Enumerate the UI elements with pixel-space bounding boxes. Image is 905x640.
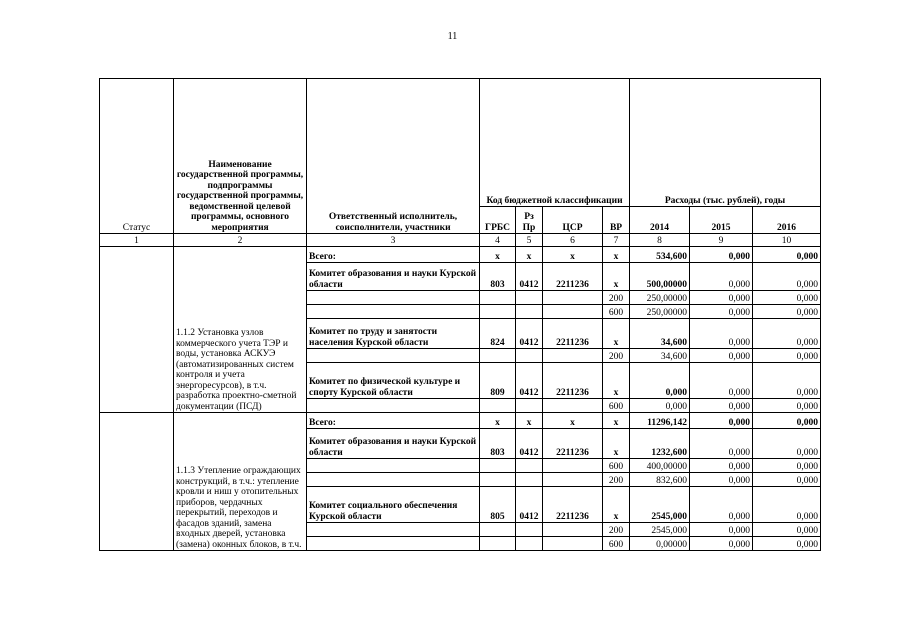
amount-2015-cell: 0,000	[690, 429, 753, 459]
csr-cell: х	[543, 413, 603, 429]
amount-2014-cell: 0,00000	[630, 537, 690, 551]
responsible-cell	[307, 349, 480, 363]
amount-2016-cell: 0,000	[753, 263, 821, 291]
vr-cell: 200	[603, 291, 630, 305]
rzpr-cell	[516, 399, 543, 413]
header-year-2016: 2016	[753, 207, 821, 234]
grbs-cell	[480, 291, 516, 305]
grbs-cell: 803	[480, 263, 516, 291]
amount-2015-cell: 0,000	[690, 363, 753, 399]
column-number: 9	[690, 234, 753, 247]
amount-2014-cell: 534,600	[630, 247, 690, 263]
csr-cell	[543, 523, 603, 537]
amount-2016-cell: 0,000	[753, 429, 821, 459]
responsible-cell	[307, 291, 480, 305]
rzpr-cell	[516, 305, 543, 319]
amount-2014-cell: 34,600	[630, 319, 690, 349]
amount-2015-cell: 0,000	[690, 399, 753, 413]
amount-2015-cell: 0,000	[690, 349, 753, 363]
grbs-cell	[480, 537, 516, 551]
csr-cell	[543, 291, 603, 305]
vr-cell: 600	[603, 537, 630, 551]
status-cell	[100, 247, 174, 413]
page-number: 11	[447, 31, 458, 42]
amount-2015-cell: 0,000	[690, 459, 753, 473]
csr-cell	[543, 305, 603, 319]
amount-2015-cell: 0,000	[690, 305, 753, 319]
amount-2015-cell: 0,000	[690, 319, 753, 349]
amount-2015-cell: 0,000	[690, 291, 753, 305]
activity-name: 1.1.2 Установка узлов коммерческого учета ТЭР и воды, установка АСКУЭ (автоматизированных систем контроля и учета энергоресурсов), в т.ч. разработка проектно-сметной документации (ПСД)	[174, 247, 307, 413]
vr-cell: х	[603, 247, 630, 263]
amount-2016-cell: 0,000	[753, 247, 821, 263]
header-status: Статус	[100, 79, 174, 234]
csr-cell: 2211236	[543, 363, 603, 399]
csr-cell	[543, 473, 603, 487]
amount-2015-cell: 0,000	[690, 537, 753, 551]
rzpr-cell	[516, 459, 543, 473]
grbs-cell: х	[480, 413, 516, 429]
rzpr-cell	[516, 523, 543, 537]
header-vr: ВР	[603, 207, 630, 234]
header-name: Наименование государственной программы, подпрограммы государственной программы, ведомственной целевой программы, основного мероприятия	[174, 79, 307, 234]
budget-table	[99, 78, 821, 551]
grbs-cell	[480, 459, 516, 473]
column-number: 8	[630, 234, 690, 247]
vr-cell: х	[603, 363, 630, 399]
amount-2014-cell: 2545,000	[630, 523, 690, 537]
rzpr-cell	[516, 473, 543, 487]
responsible-cell	[307, 537, 480, 551]
table-row	[100, 413, 821, 429]
csr-cell	[543, 459, 603, 473]
responsible-cell	[307, 473, 480, 487]
rzpr-cell: 0412	[516, 263, 543, 291]
rzpr-cell	[516, 537, 543, 551]
amount-2016-cell: 0,000	[753, 487, 821, 523]
csr-cell: 2211236	[543, 319, 603, 349]
responsible-cell: Комитет образования и науки Курской области	[307, 429, 480, 459]
amount-2014-cell: 2545,000	[630, 487, 690, 523]
vr-cell: х	[603, 319, 630, 349]
vr-cell: 200	[603, 473, 630, 487]
csr-cell: х	[543, 247, 603, 263]
table-row	[100, 247, 821, 263]
amount-2015-cell: 0,000	[690, 487, 753, 523]
amount-2014-cell: 0,000	[630, 399, 690, 413]
amount-2016-cell: 0,000	[753, 291, 821, 305]
amount-2014-cell: 250,00000	[630, 291, 690, 305]
header-responsible: Ответственный исполнитель, соисполнители, участники	[307, 79, 480, 234]
amount-2016-cell: 0,000	[753, 459, 821, 473]
grbs-cell: 803	[480, 429, 516, 459]
responsible-cell: Комитет социального обеспечения Курской области	[307, 487, 480, 523]
header-grbs: ГРБС	[480, 207, 516, 234]
header-budget-code: Код бюджетной классификации	[480, 79, 630, 207]
header-csr: ЦСР	[543, 207, 603, 234]
amount-2014-cell: 832,600	[630, 473, 690, 487]
header-expenses: Расходы (тыс. рублей), годы	[630, 79, 821, 207]
grbs-cell: 805	[480, 487, 516, 523]
column-number: 2	[174, 234, 307, 247]
vr-cell: х	[603, 263, 630, 291]
vr-cell: 600	[603, 459, 630, 473]
amount-2014-cell: 11296,142	[630, 413, 690, 429]
activity-name: 1.1.3 Утепление ограждающих конструкций, в т.ч.: утепление кровли и ниш у отопительных приборов, чердачных перекрытий, переходов и фасадов зданий, замена входных дверей, установка (замена) оконных блоков, в т.ч.	[174, 413, 307, 551]
amount-2014-cell: 1232,600	[630, 429, 690, 459]
responsible-cell: Комитет по труду и занятости населения Курской области	[307, 319, 480, 349]
rzpr-cell	[516, 349, 543, 363]
vr-cell: х	[603, 429, 630, 459]
amount-2015-cell: 0,000	[690, 473, 753, 487]
amount-2015-cell: 0,000	[690, 413, 753, 429]
column-number: 4	[480, 234, 516, 247]
rzpr-cell: 0412	[516, 429, 543, 459]
column-number: 7	[603, 234, 630, 247]
vr-cell: 600	[603, 399, 630, 413]
csr-cell: 2211236	[543, 429, 603, 459]
column-number: 6	[543, 234, 603, 247]
vr-cell: 600	[603, 305, 630, 319]
vr-cell: 200	[603, 349, 630, 363]
csr-cell	[543, 349, 603, 363]
grbs-cell	[480, 349, 516, 363]
amount-2016-cell: 0,000	[753, 473, 821, 487]
responsible-cell	[307, 523, 480, 537]
rzpr-cell: х	[516, 413, 543, 429]
grbs-cell	[480, 473, 516, 487]
amount-2016-cell: 0,000	[753, 399, 821, 413]
header-rzpr: Рз Пр	[516, 207, 543, 234]
amount-2016-cell: 0,000	[753, 523, 821, 537]
responsible-cell	[307, 399, 480, 413]
amount-2014-cell: 0,000	[630, 363, 690, 399]
column-number: 10	[753, 234, 821, 247]
grbs-cell: х	[480, 247, 516, 263]
responsible-cell	[307, 459, 480, 473]
responsible-cell: Всего:	[307, 413, 480, 429]
amount-2016-cell: 0,000	[753, 319, 821, 349]
amount-2015-cell: 0,000	[690, 523, 753, 537]
amount-2016-cell: 0,000	[753, 349, 821, 363]
rzpr-cell	[516, 291, 543, 305]
column-number: 5	[516, 234, 543, 247]
csr-cell: 2211236	[543, 487, 603, 523]
header-year-2014: 2014	[630, 207, 690, 234]
amount-2016-cell: 0,000	[753, 537, 821, 551]
responsible-cell: Комитет по физической культуре и спорту Курской области	[307, 363, 480, 399]
responsible-cell: Комитет образования и науки Курской области	[307, 263, 480, 291]
amount-2016-cell: 0,000	[753, 305, 821, 319]
header-year-2015: 2015	[690, 207, 753, 234]
amount-2015-cell: 0,000	[690, 263, 753, 291]
column-number-row	[100, 234, 821, 247]
amount-2016-cell: 0,000	[753, 363, 821, 399]
grbs-cell	[480, 305, 516, 319]
amount-2014-cell: 400,00000	[630, 459, 690, 473]
vr-cell: х	[603, 413, 630, 429]
amount-2014-cell: 250,00000	[630, 305, 690, 319]
responsible-cell	[307, 305, 480, 319]
amount-2016-cell: 0,000	[753, 413, 821, 429]
csr-cell: 2211236	[543, 263, 603, 291]
grbs-cell: 809	[480, 363, 516, 399]
vr-cell: х	[603, 487, 630, 523]
responsible-cell: Всего:	[307, 247, 480, 263]
vr-cell: 200	[603, 523, 630, 537]
rzpr-cell: 0412	[516, 487, 543, 523]
rzpr-cell: 0412	[516, 363, 543, 399]
status-cell	[100, 413, 174, 551]
grbs-cell: 824	[480, 319, 516, 349]
grbs-cell	[480, 523, 516, 537]
column-number: 3	[307, 234, 480, 247]
csr-cell	[543, 537, 603, 551]
csr-cell	[543, 399, 603, 413]
rzpr-cell: х	[516, 247, 543, 263]
rzpr-cell: 0412	[516, 319, 543, 349]
amount-2014-cell: 500,00000	[630, 263, 690, 291]
amount-2015-cell: 0,000	[690, 247, 753, 263]
column-number: 1	[100, 234, 174, 247]
amount-2014-cell: 34,600	[630, 349, 690, 363]
grbs-cell	[480, 399, 516, 413]
